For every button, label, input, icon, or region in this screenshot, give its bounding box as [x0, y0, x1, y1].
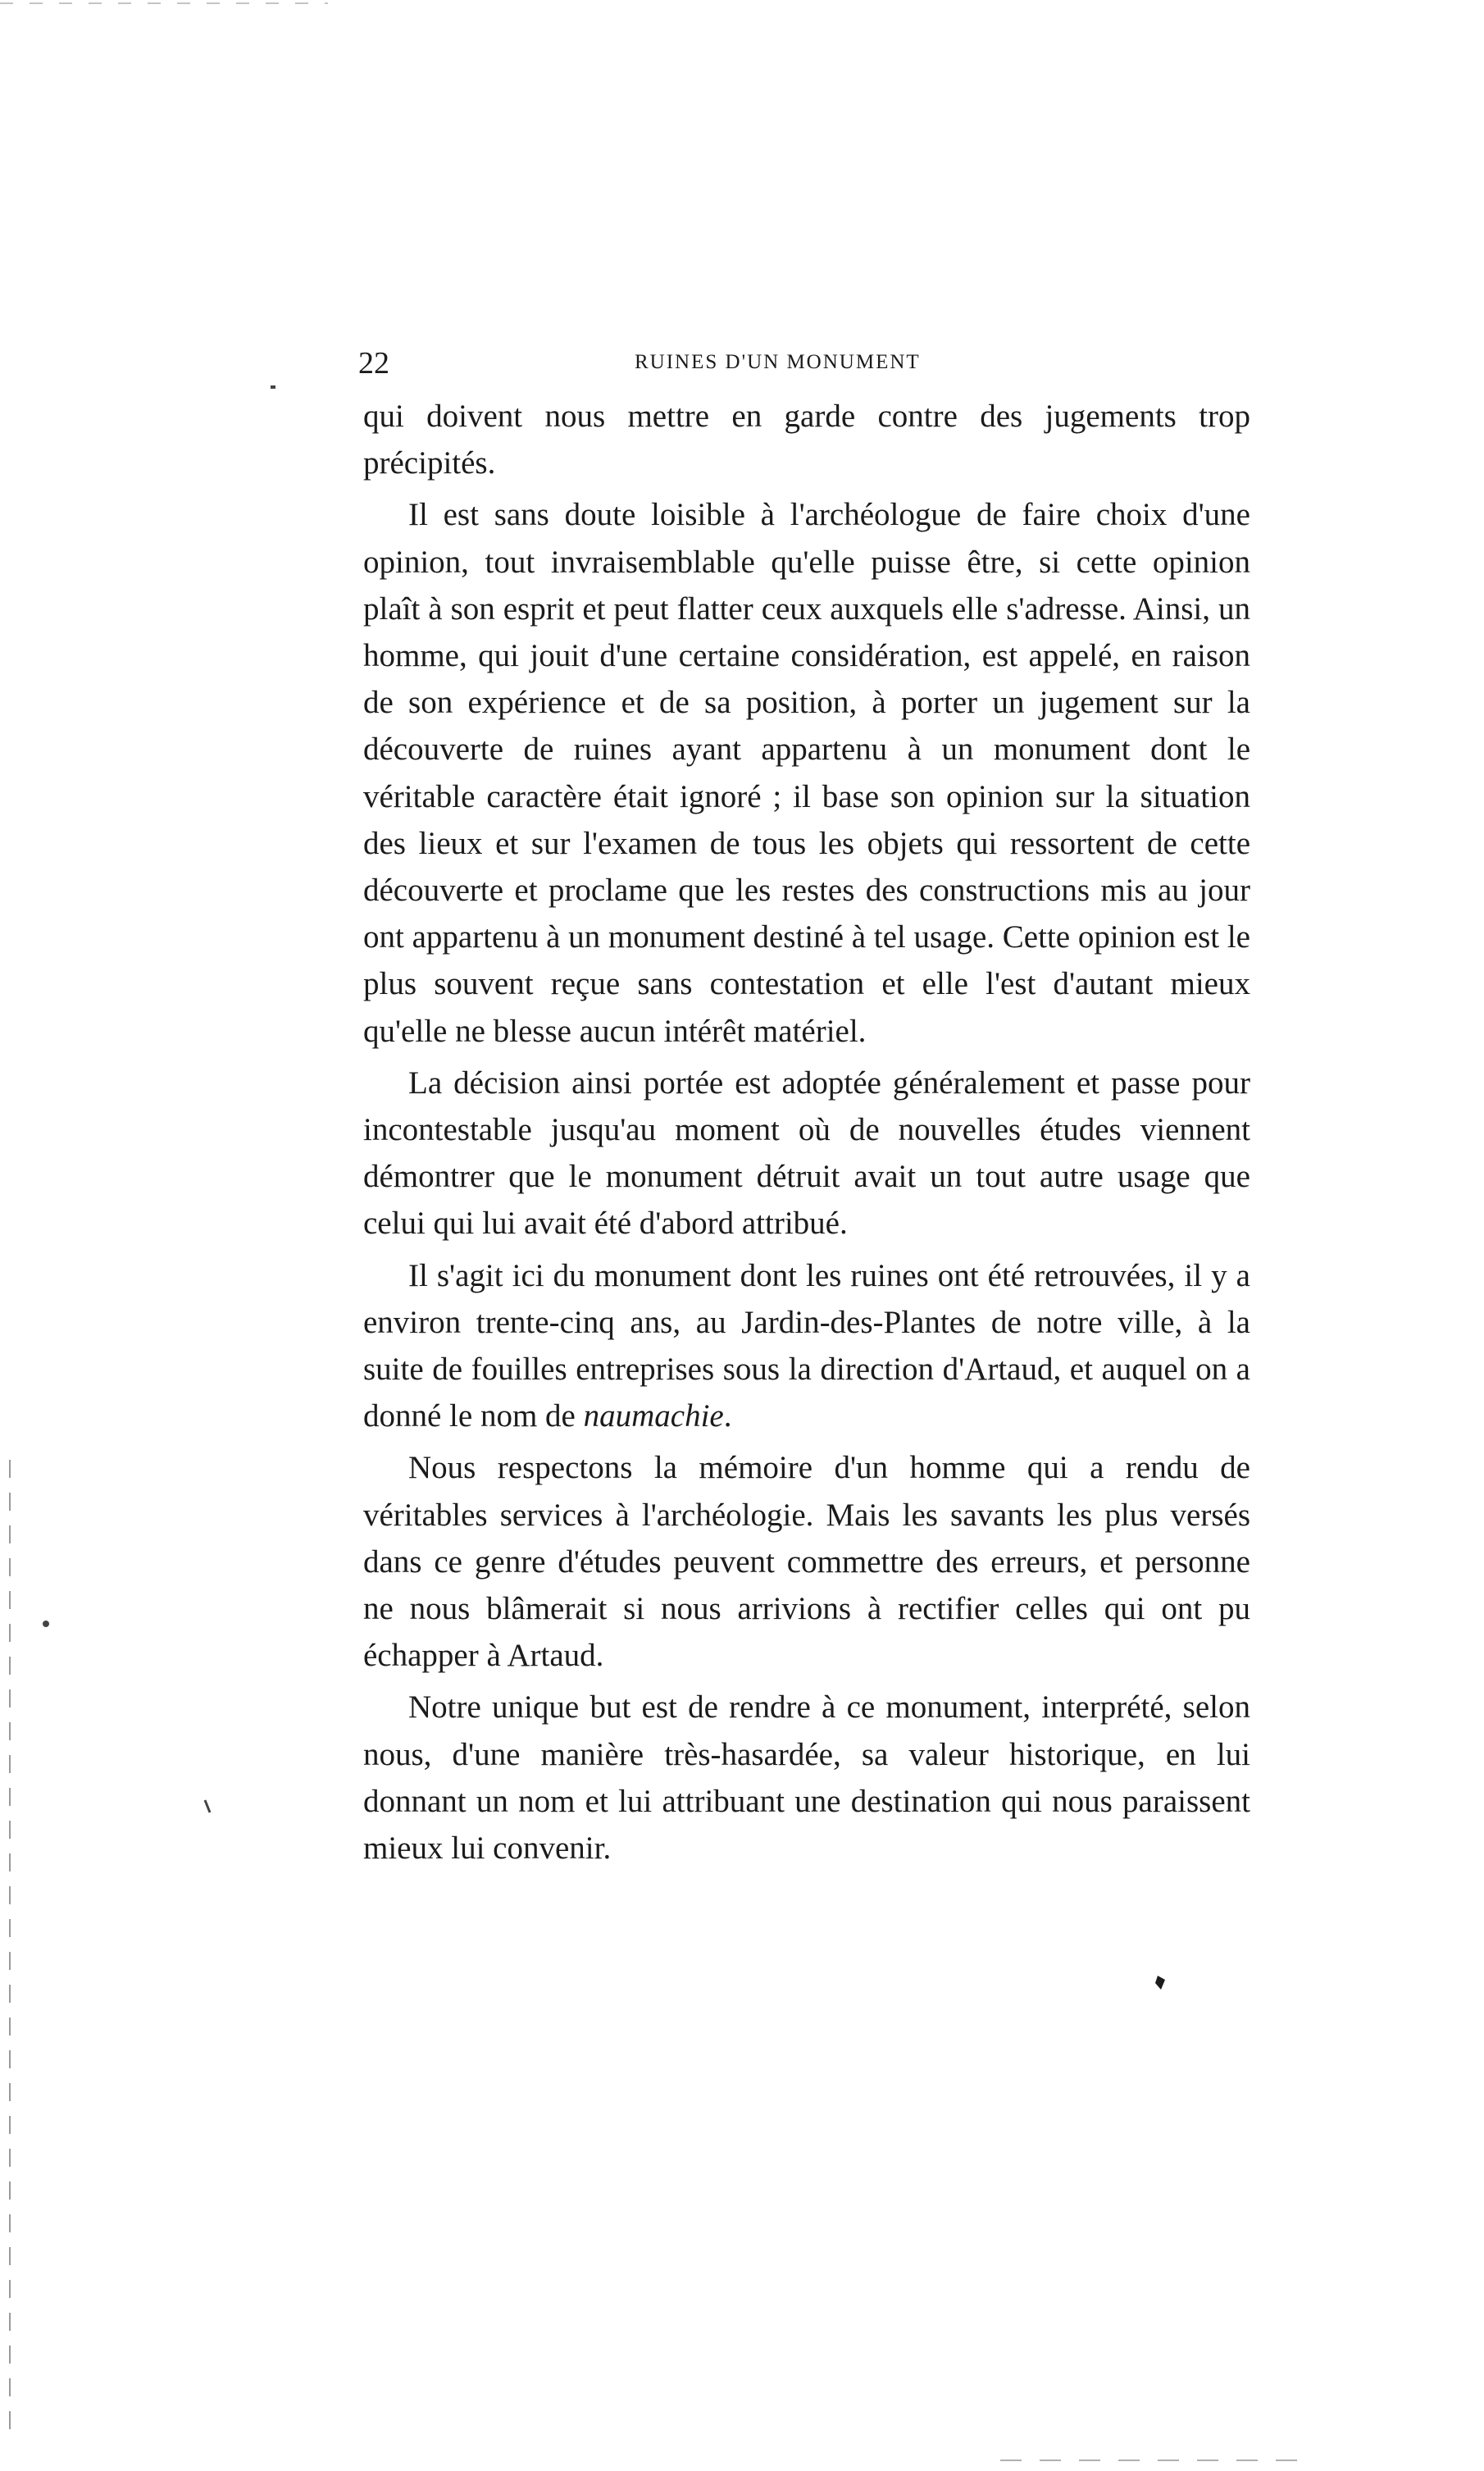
scan-speck	[271, 385, 275, 389]
naumachie-emphasis: naumachie	[583, 1398, 724, 1434]
paragraph-4-text: Il s'agit ici du monument dont les ruines ont été retrouvées, il y a environ trente-cinq ans, au Jardin-des-Plantes de notre ville, à la suite de fouilles entreprises sous la direction d'Artaud, et auquel on a donné le nom de	[363, 1257, 1250, 1434]
page-number: 22	[358, 346, 389, 381]
paragraph-5: Nous respectons la mémoire d'un homme qui a rendu de véritables services à l'archéologie. Mais les savants les plus versés dans ce genre d'études peuvent commettre des erreurs, et personne ne nous blâmerait si nous arrivions à rectifier celles qui ont pu échapper à Artaud.	[363, 1450, 1250, 1674]
paragraph-1: qui doivent nous mettre en garde contre des jugements trop précipités.	[363, 399, 1250, 481]
paragraph-4-end: .	[723, 1398, 732, 1434]
scan-speck	[43, 1621, 49, 1627]
paragraph-2: Il est sans doute loisible à l'archéologue de faire choix d'une opinion, tout invraisemblable qu'elle puisse être, si cette opinion plaît à son esprit et peut flatter ceux auxquels elle s'adresse. Ainsi, un homme, qui jouit d'une certaine considération, est appelé, en raison de son expérience et de sa position, à porter un jugement sur la découverte de ruines ayant appartenu à un monument dont le véritable caractère était ignoré ; il base son opinion sur la situation des lieux et sur l'examen de tous les objets qui ressortent de cette découverte et proclame que les restes des constructions mis au jour ont appartenu à un monument destiné à tel usage. Cette opinion est le plus souvent reçue sans contestation et elle l'est d'autant mieux qu'elle ne blesse aucun intérêt matériel.	[363, 497, 1250, 1049]
running-title: RUINES D'UN MONUMENT	[635, 351, 921, 373]
scan-speck	[1155, 1976, 1165, 1990]
paragraph-6: Notre unique but est de rendre à ce monument, interprété, selon nous, d'une manière très-hasardée, sa valeur historique, en lui donnant un nom et lui attribuant une destination qui nous paraissent mieux lui convenir.	[363, 1689, 1250, 1867]
paragraph-3: La décision ainsi portée est adoptée généralement et passe pour incontestable jusqu'au moment où de nouvelles études viennent démontrer que le monument détruit avait un tout autre usage que celui qui lui avait été d'abord attribué.	[363, 1065, 1250, 1242]
scan-speck	[205, 1800, 210, 1812]
